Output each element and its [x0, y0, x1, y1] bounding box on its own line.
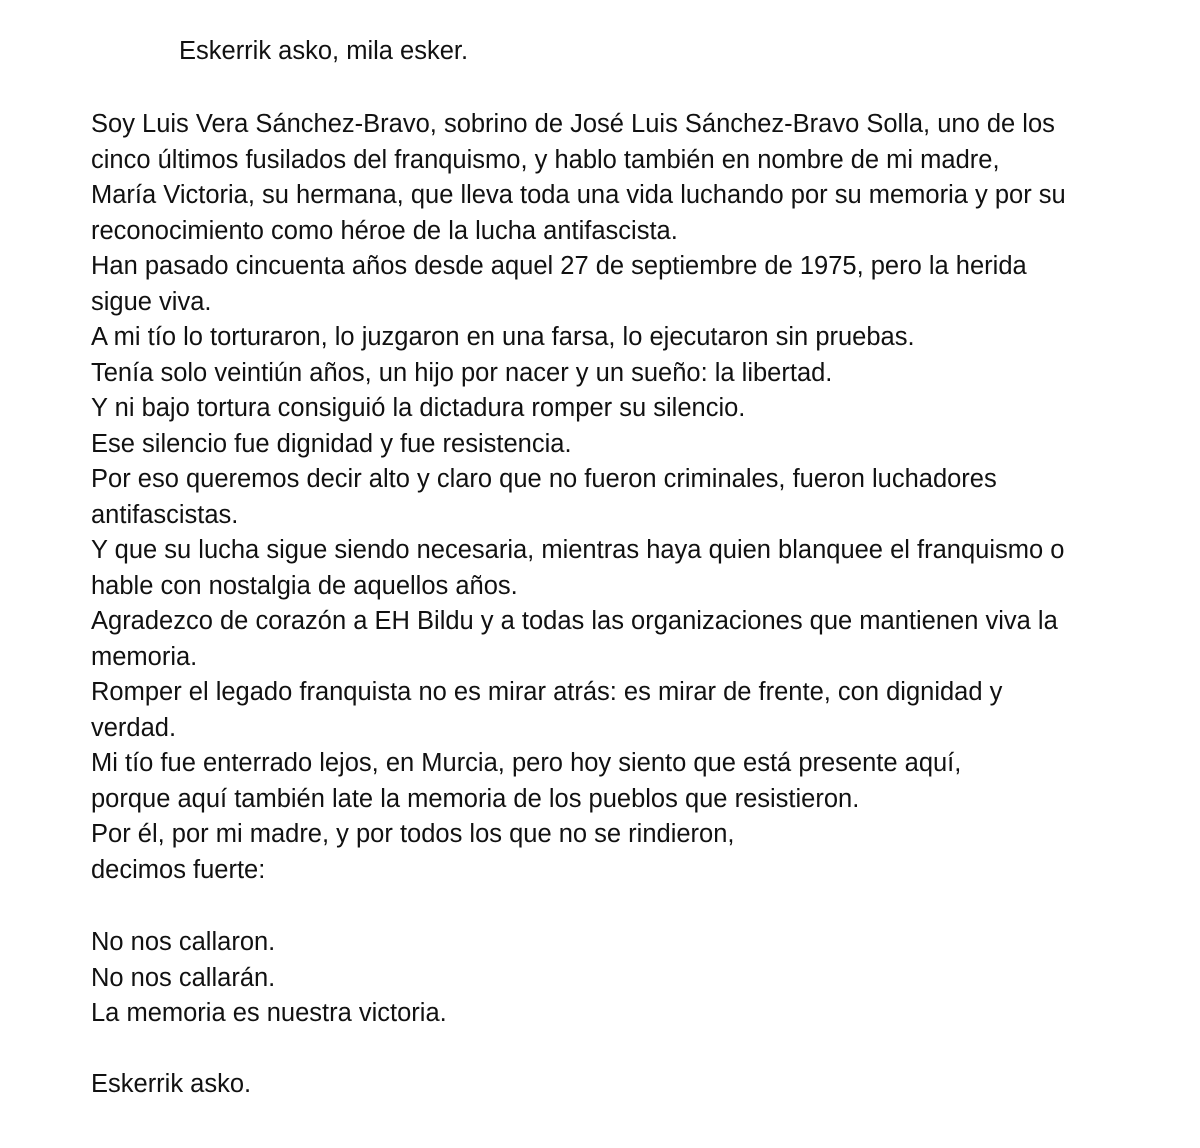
body-line: hable con nostalgia de aquellos años. — [91, 571, 518, 600]
body-line: Han pasado cincuenta años desde aquel 27 de septiembre de 1975, pero la herida — [91, 252, 1027, 280]
body-line: reconocimiento como héroe de la lucha antifascista. — [91, 216, 678, 245]
body-line: Y ni bajo tortura consiguió la dictadura romper su silencio. — [91, 394, 746, 422]
body-line: Por él, por mi madre, y por todos los que no se rindieron, — [91, 820, 735, 848]
body-line: Por eso queremos decir alto y claro que no fueron criminales, fueron luchadores — [91, 465, 997, 493]
body-line: porque aquí también late la memoria de los pueblos que resistieron. — [91, 784, 860, 813]
body-line: sigue viva. — [91, 287, 212, 316]
body-line: Tenía solo veintiún años, un hijo por nacer y un sueño: la libertad. — [91, 358, 833, 387]
body-line: memoria. — [91, 642, 198, 671]
closing-line: No nos callarán. — [91, 963, 276, 992]
body-line: antifascistas. — [91, 500, 239, 529]
body-line: Romper el legado franquista no es mirar atrás: es mirar de frente, con dignidad y — [91, 678, 1003, 706]
body-line: Mi tío fue enterrado lejos, en Murcia, pero hoy siento que está presente aquí, — [91, 749, 962, 777]
body-line: decimos fuerte: — [91, 855, 266, 884]
body-line: verdad. — [91, 713, 177, 742]
body-line: María Victoria, su hermana, que lleva toda una vida luchando por su memoria y por su — [91, 181, 1066, 209]
body-line: A mi tío lo torturaron, lo juzgaron en una farsa, lo ejecutaron sin pruebas. — [91, 323, 915, 351]
body-line: cinco últimos fusilados del franquismo, y hablo también en nombre de mi madre, — [91, 145, 1000, 174]
closing-line: No nos callaron. — [91, 928, 276, 956]
opening-greeting: Eskerrik asko, mila esker. — [179, 37, 469, 65]
closing-line: La memoria es nuestra victoria. — [91, 999, 447, 1027]
body-line: Soy Luis Vera Sánchez-Bravo, sobrino de José Luis Sánchez-Bravo Solla, uno de los — [91, 110, 1055, 138]
body-line: Agradezco de corazón a EH Bildu y a todas las organizaciones que mantienen viva la — [91, 607, 1058, 635]
body-line: Ese silencio fue dignidad y fue resistencia. — [91, 429, 572, 458]
body-line: Y que su lucha sigue siendo necesaria, mientras haya quien blanquee el franquismo o — [91, 536, 1065, 564]
farewell: Eskerrik asko. — [91, 1070, 252, 1098]
